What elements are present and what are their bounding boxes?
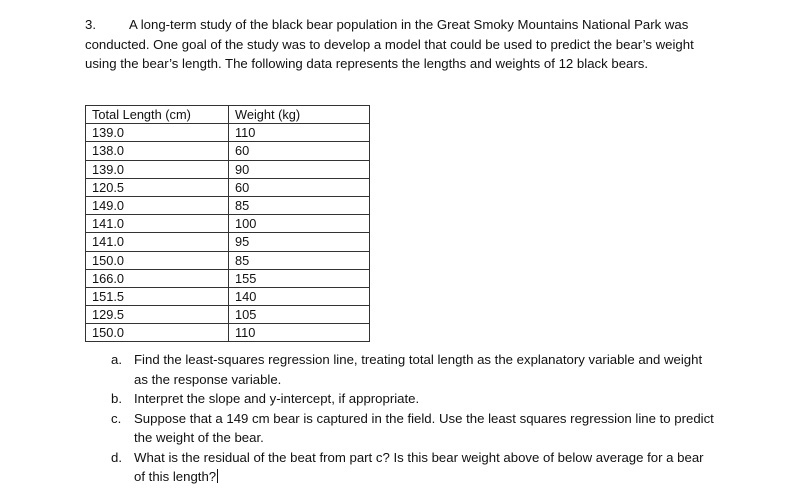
table-row (86, 142, 370, 160)
table-row (86, 324, 370, 342)
table-row (86, 269, 370, 287)
question-intro (85, 15, 725, 74)
table-row (86, 124, 370, 142)
weight-cell: 60 (229, 142, 370, 160)
question-text: A long-term study of the black bear population in the Great Smoky Mountains National Park was conducted. One goal of the study was to develop a model that could be used to predict the bear’s weight using the bear’s length. The following data represents the lengths and weights of 12 black bears. (85, 17, 694, 71)
part-text: Suppose that a 149 cm bear is captured in the field. Use the least squares regression line to predict the weight of the bear. (134, 410, 714, 445)
weight-cell: 100 (229, 215, 370, 233)
weight-cell: 105 (229, 306, 370, 324)
weight-cell: 90 (229, 160, 370, 178)
table-row (86, 287, 370, 305)
table-row (86, 233, 370, 251)
part-text: Interpret the slope and y-intercept, if appropriate. (134, 391, 420, 406)
part-text: Find the least-squares regression line, treating total length as the explanatory variable and weight as the response variable. (134, 352, 703, 387)
column-header-weight: Weight (kg) (229, 106, 370, 124)
weight-cell: 95 (229, 233, 370, 251)
length-cell: 141.0 (86, 233, 229, 251)
part-label: b. (111, 391, 122, 406)
bear-data-table (85, 105, 370, 342)
weight-cell: 110 (229, 324, 370, 342)
length-cell: 129.5 (86, 306, 229, 324)
part-text: What is the residual of the beat from part c? Is this bear weight above of below average for a bear of this length? (134, 449, 704, 484)
list-item-part-a (108, 350, 718, 389)
part-label: d. (111, 449, 122, 465)
length-cell: 138.0 (86, 142, 229, 160)
text-cursor[interactable] (217, 469, 218, 483)
length-cell: 150.0 (86, 324, 229, 342)
length-cell: 151.5 (86, 287, 229, 305)
weight-cell: 155 (229, 269, 370, 287)
table-header-row (86, 106, 370, 124)
part-label: a. (111, 352, 122, 367)
length-cell: 166.0 (86, 269, 229, 287)
table-row (86, 178, 370, 196)
part-label: c. (111, 410, 122, 426)
length-cell: 150.0 (86, 251, 229, 269)
column-header-length: Total Length (cm) (86, 106, 229, 124)
table-row (86, 196, 370, 214)
question-number: 3. (85, 17, 96, 32)
length-cell: 141.0 (86, 215, 229, 233)
list-item-part-d (108, 448, 718, 487)
table-row (86, 251, 370, 269)
length-cell: 139.0 (86, 124, 229, 142)
weight-cell: 85 (229, 251, 370, 269)
table-row (86, 160, 370, 178)
table-row (86, 306, 370, 324)
question-parts-list (108, 350, 718, 487)
weight-cell: 85 (229, 196, 370, 214)
weight-cell: 110 (229, 124, 370, 142)
list-item-part-b (108, 389, 718, 409)
list-item-part-c (108, 409, 718, 448)
length-cell: 139.0 (86, 160, 229, 178)
weight-cell: 140 (229, 287, 370, 305)
weight-cell: 60 (229, 178, 370, 196)
table-row (86, 215, 370, 233)
length-cell: 149.0 (86, 196, 229, 214)
length-cell: 120.5 (86, 178, 229, 196)
